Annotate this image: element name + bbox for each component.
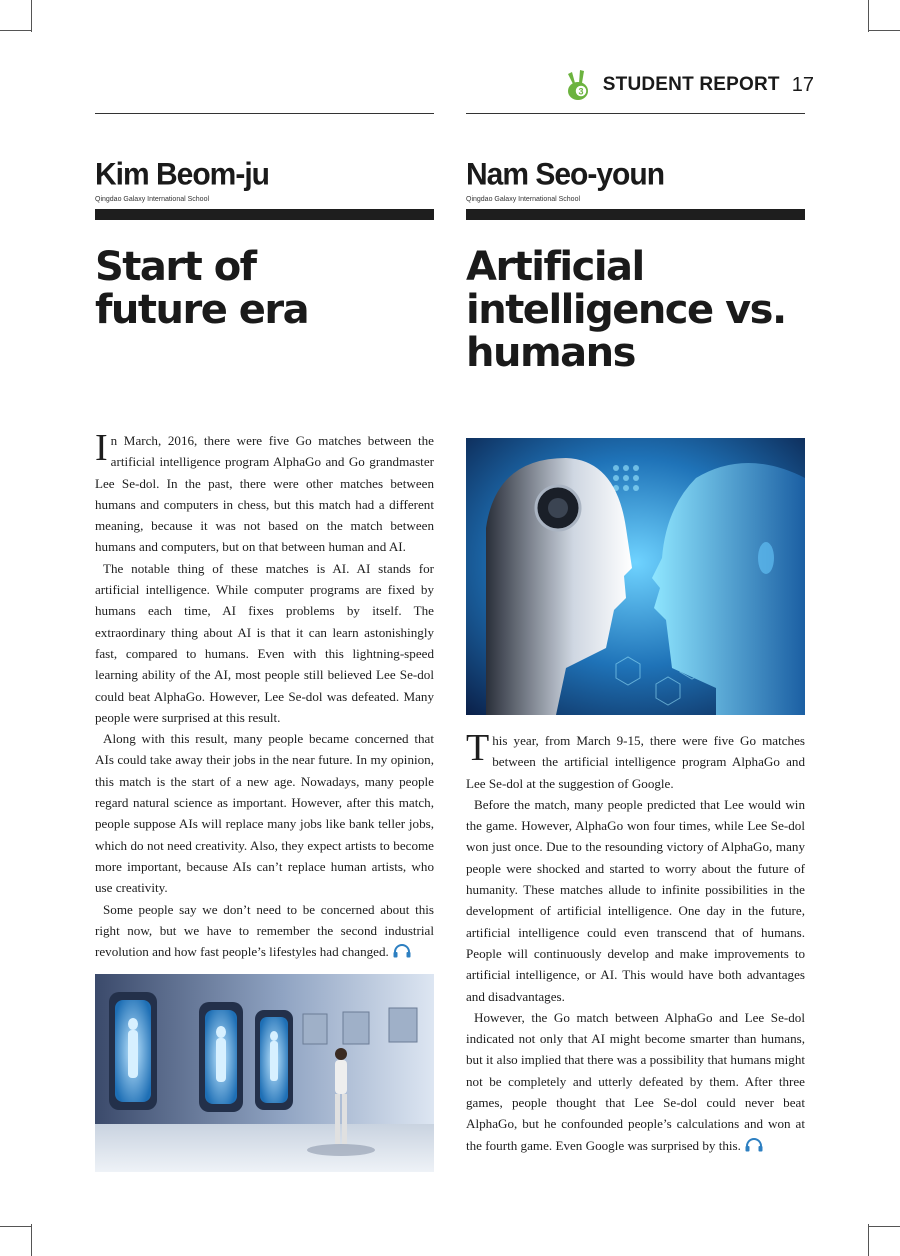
crop-mark: [868, 1226, 900, 1227]
article-body: [95, 427, 434, 962]
author-name: Kim Beom-ju: [95, 157, 270, 192]
crop-mark: [868, 30, 900, 31]
headphones-icon: [393, 944, 411, 958]
section-title: STUDENT REPORT: [602, 74, 780, 95]
rule-top: [466, 113, 805, 114]
page-number: 17: [791, 73, 814, 96]
article-body: [466, 727, 805, 1156]
paragraph: This year, from March 9-15, there were five Go matches between the artificial intelligence program AlphaGo and Lee Se-dol at the suggestion of Google.: [466, 727, 805, 791]
author-school: Qingdao Galaxy International School: [466, 196, 581, 203]
crop-mark: [0, 30, 32, 31]
paragraph: Along with this result, many people became concerned that AIs could take away their jobs in the near future. In my opinion, this match is the start of a new age. Nowadays, many people regard natural science as important. However, after this match, people suppose AIs will replace many jobs like bank teller jobs, which do not need creativity. Also, they expect artists to become more important, because AIs can’t replace human artists, who use creativity.: [95, 731, 434, 896]
paragraph: However, the Go match between AlphaGo and Lee Se-dol indicated not only that AI might become smarter than humans, but it also implied that there was a possibility that humans might not be completely and utterly defeated by them. After three games, people thought that Lee Se-dol could never beat AlphaGo, but he confounded people’s calculations and won at the fourth game. Even Google was surprised by this.: [466, 1009, 805, 1153]
author-bar: [95, 209, 434, 220]
author-bar: [466, 209, 805, 220]
paragraph: Some people say we don’t need to be concerned about this right now, but we have to remember the second industrial revolution and how fast people’s lifestyles had changed.: [95, 901, 434, 960]
rule-top: [95, 113, 434, 114]
article-title: Start of future era: [95, 244, 309, 333]
drop-cap: I: [95, 427, 108, 469]
author-name: Nam Seo-youn: [466, 157, 665, 192]
crop-mark: [31, 0, 32, 32]
crop-mark: [0, 1226, 32, 1227]
paragraph: Before the match, many people predicted that Lee would win the game. However, AlphaGo won four times, while Lee Se-dol won just once. Due to the resounding victory of AlphaGo, many people were shocked and started to worry about the future of humanity. These matches allude to infinite possibilities in the development of artificial intelligence. One day in the future, artificial intelligence could even transcend that of humans. People will continuously develop and make improvements to artificial intelligence, or AI. This would have both advantages and disadvantages.: [466, 796, 805, 1004]
author-school: Qingdao Galaxy International School: [95, 196, 210, 203]
robot-pods-illustration: [95, 974, 434, 1172]
victory-hand-logo-icon: [563, 68, 593, 102]
paragraph: In March, 2016, there were five Go matches between the artificial intelligence program AlphaGo and Go grandmaster Lee Se-dol. In the past, there were other matches between humans and computers in chess, but this match had a different meaning, because it was not based on the match between humans and computers, but on that between human and AI.: [95, 427, 434, 555]
page-header: [563, 68, 814, 102]
crop-mark: [31, 1224, 32, 1256]
article-title: Artificial intelligence vs. humans: [466, 244, 786, 376]
crop-mark: [868, 1224, 869, 1256]
svg-text:3: 3: [578, 86, 584, 97]
drop-cap: T: [466, 727, 490, 769]
headphones-icon: [745, 1138, 763, 1152]
crop-mark: [868, 0, 869, 32]
paragraph: The notable thing of these matches is AI. AI stands for artificial intelligence. While computer programs are fixed by humans each time, AI fixes problems by itself. The extraordinary thing about AI is that it can learn astonishingly fast, compared to humans. Even with this lightning-speed learning ability of the AI, most people still believed Lee Se-dol could beat AlphaGo. However, Lee Se-dol was defeated. Many people were surprised at this result.: [95, 560, 434, 725]
robot-vs-human-face-illustration: [466, 438, 805, 715]
